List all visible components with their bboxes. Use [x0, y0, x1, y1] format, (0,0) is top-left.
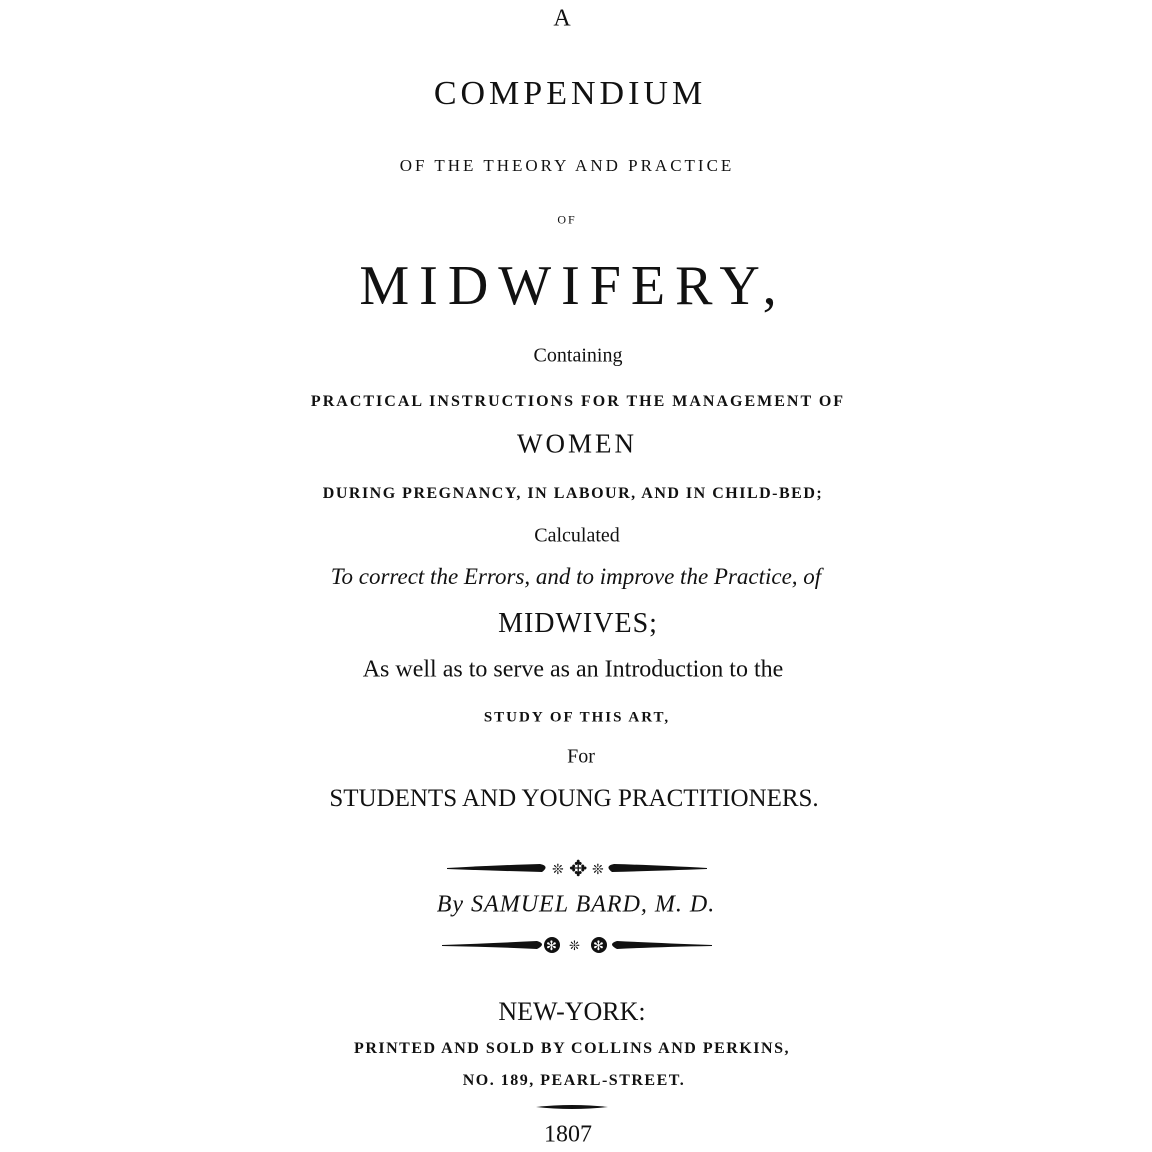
short-rule [536, 1103, 608, 1111]
svg-text:✻: ✻ [593, 938, 604, 953]
intro-line: As well as to serve as an Introduction to the [362, 656, 784, 683]
title-main: MIDWIFERY, [359, 255, 787, 317]
year-line: 1807 [544, 1121, 592, 1148]
subtitle-during: DURING PREGNANCY, IN LABOUR, AND IN CHILD-BED; [322, 485, 824, 502]
ornament-rule-top [442, 853, 712, 883]
title-line-compendium: COMPENDIUM [433, 75, 707, 112]
svg-text:❊: ❊ [569, 938, 580, 953]
audience-line: STUDENTS AND YOUNG PRACTITIONERS. [329, 785, 819, 812]
containing-label: Containing [533, 344, 623, 367]
for-label: For [567, 745, 595, 768]
midwives-line: MIDWIVES; [498, 608, 658, 639]
title-line-of: OF [557, 212, 577, 227]
title-article: A [553, 5, 571, 32]
printer-line: PRINTED AND SOLD BY COLLINS AND PERKINS, [354, 1040, 790, 1057]
title-line-theory: OF THE THEORY AND PRACTICE [399, 156, 735, 175]
svg-text:✥: ✥ [569, 856, 588, 881]
purpose-line: To correct the Errors, and to improve the Practice, of [330, 564, 822, 589]
subtitle-women: WOMEN [517, 428, 637, 459]
svg-text:✻: ✻ [546, 938, 557, 953]
subtitle-practical: PRACTICAL INSTRUCTIONS FOR THE MANAGEMENT OF [310, 393, 846, 410]
author-line: By SAMUEL BARD, M. D. [436, 891, 716, 918]
calculated-label: Calculated [534, 524, 620, 547]
address-line: NO. 189, PEARL-STREET. [462, 1072, 686, 1089]
place-line: NEW-YORK: [498, 997, 646, 1026]
svg-text:❊: ❊ [592, 863, 604, 878]
svg-text:❊: ❊ [552, 863, 564, 878]
study-line: STUDY OF THIS ART, [483, 709, 671, 726]
ornament-rule-bottom [437, 933, 717, 957]
